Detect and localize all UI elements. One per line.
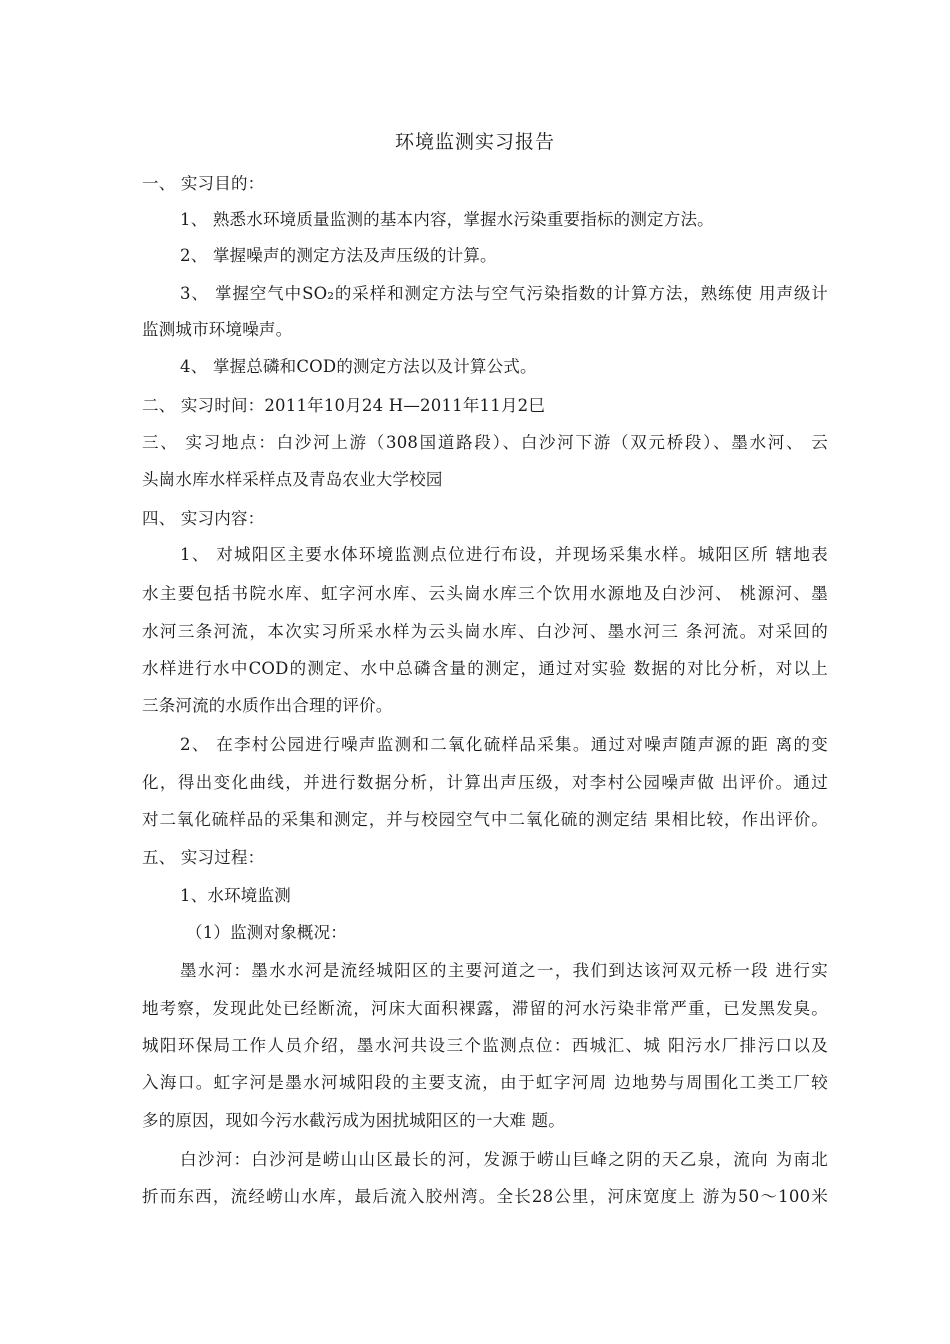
content-paragraph-1-line2: 水主要包括书院水库、虹字河水库、云头崗水库三个饮用水源地及白沙河、 桃源河、墨	[142, 584, 828, 603]
content-paragraph-1-line3: 水河三条河流，本次实习所采水样为云头崗水库、白沙河、墨水河三 条河流。对采回的	[142, 622, 828, 641]
page-title: 环境监测实习报告	[394, 131, 555, 153]
content-paragraph-1-line5: 三条河流的水质作出合理的评价。	[142, 696, 393, 715]
moshui-river-line2: 地考察，发现此处已经断流，河床大面积裸露，滞留的河水污染非常严重，已发黑发臭。	[142, 999, 828, 1018]
purpose-item-3-cont: 监测城市环境噪声。	[142, 320, 293, 339]
baisha-river-line2: 折而东西，流经崂山水库，最后流入胶州湾。全长28公里，河床宽度上 游为50～100米	[142, 1187, 828, 1206]
section-heading-purpose: 一、 实习目的：	[142, 174, 265, 193]
content-paragraph-2-line2: 化，得出变化曲线，并进行数据分析，计算出声压级，对李村公园噪声做 出评价。通过	[142, 773, 828, 792]
subsection-water-monitoring: 1、水环境监测	[180, 886, 291, 905]
subsection-monitoring-overview: （1）监测对象概况：	[186, 923, 347, 942]
content-paragraph-1: 1、 对城阳区主要水体环境监测点位进行布设，并现场采集水样。城阳区所 辖地表	[180, 545, 828, 564]
baisha-river-paragraph: 白沙河：白沙河是崂山山区最长的河，发源于崂山巨峰之阴的天乙泉，流向 为南北	[180, 1150, 828, 1169]
location-cont: 头崗水库水样采样点及青岛农业大学校园	[142, 470, 443, 489]
content-paragraph-2: 2、 在李村公园进行噪声监测和二氧化硫样品采集。通过对噪声随声源的距 离的变	[180, 735, 828, 754]
purpose-item-1: 1、 熟悉水环境质量监测的基本内容，掌握水污染重要指标的测定方法。	[180, 210, 714, 229]
section-heading-process: 五、 实习过程：	[142, 848, 265, 867]
moshui-river-line5: 多的原因，现如今污水截污成为困扰城阳区的一大难 题。	[142, 1111, 565, 1130]
section-heading-content: 四、 实习内容：	[142, 509, 265, 528]
section-heading-time: 二、 实习时间：2011年10月24 H—2011年11月2巳	[142, 396, 546, 415]
section-heading-location: 三、 实习地点：白沙河上游（308国道路段）、白沙河下游（双元桥段）、墨水河、 云	[142, 433, 828, 452]
moshui-river-paragraph: 墨水河：墨水水河是流经城阳区的主要河道之一，我们到达该河双元桥一段 进行实	[180, 961, 828, 980]
purpose-item-3: 3、 掌握空气中SO₂的采样和测定方法与空气污染指数的计算方法，熟练使 用声级计	[180, 284, 828, 303]
content-paragraph-1-line4: 水样进行水中COD的测定、水中总磷含量的测定，通过对实验 数据的对比分析，对以上	[142, 659, 828, 678]
purpose-item-2: 2、 掌握噪声的测定方法及声压级的计算。	[180, 246, 497, 265]
moshui-river-line3: 城阳环保局工作人员介绍，墨水河共设三个监测点位：西城汇、城 阳污水厂排污口以及	[142, 1036, 828, 1055]
purpose-item-4: 4、 掌握总磷和COD的测定方法以及计算公式。	[180, 357, 537, 376]
content-paragraph-2-line3: 对二氧化硫样品的采集和测定，并与校园空气中二氧化硫的测定结 果相比较，作出评价。	[142, 810, 828, 829]
moshui-river-line4: 入海口。虹字河是墨水河城阳段的主要支流，由于虹字河周 边地势与周围化工类工厂较	[142, 1073, 828, 1092]
